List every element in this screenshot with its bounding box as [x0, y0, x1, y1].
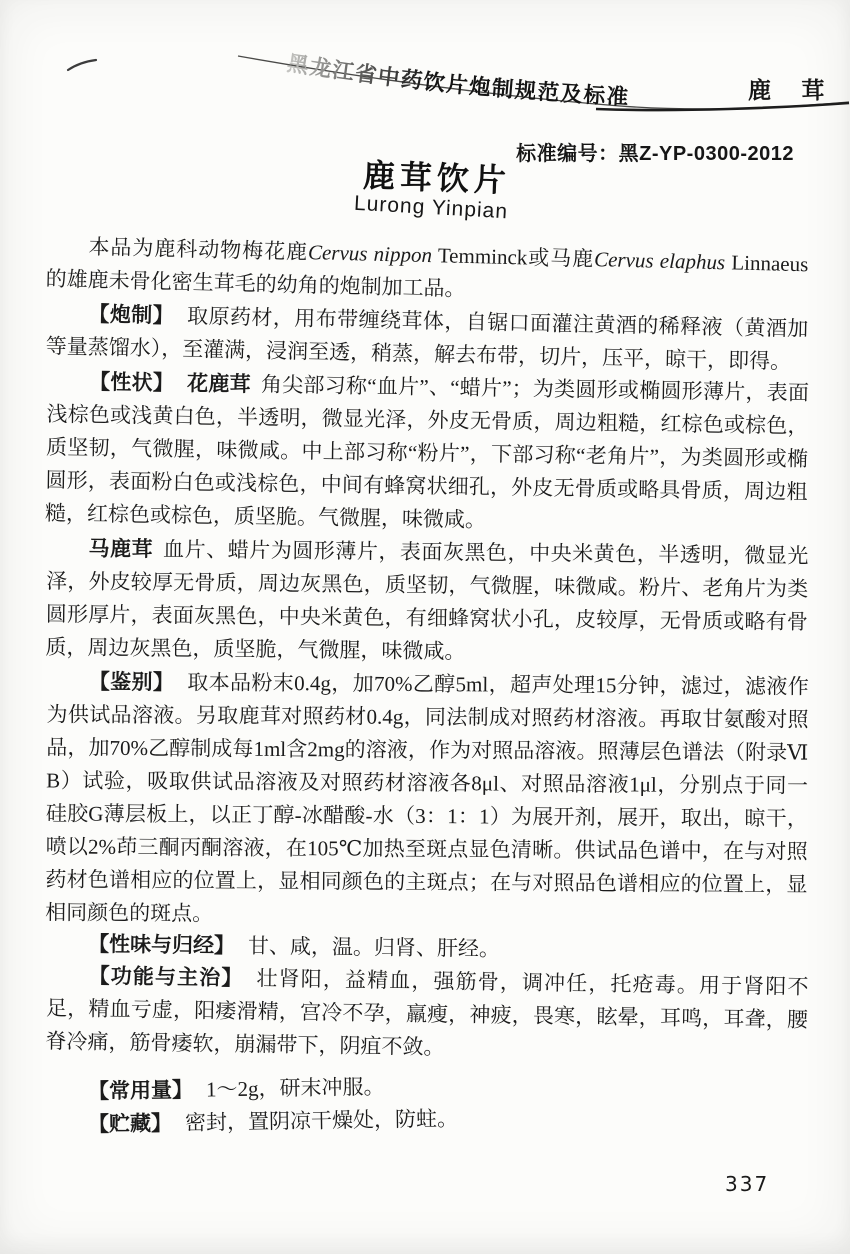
section-text-property-meridian: 甘、咸，温。归肾、肝经。: [247, 933, 501, 961]
section-description: [45, 365, 809, 542]
intro-text-pre: 本品为鹿科动物梅花鹿: [88, 234, 309, 265]
latin-name-sika-deer: Cervus nippon: [307, 240, 433, 268]
section-label-functions-indications: 【功能与主治】: [88, 964, 244, 991]
book-title: 黑龙江省中药饮片炮制规范及标准: [285, 51, 631, 110]
svg-text:黑龙江省中药饮片炮制规范及标准: [285, 51, 630, 109]
doc-title-pinyin: Lurong Yinpian: [353, 191, 509, 224]
section-label-processing: 【炮制】: [88, 302, 175, 328]
page-header: [0, 0, 850, 132]
section-text-functions-indications: 壮肾阳，益精血，强筋骨，调冲任，托疮毒。用于肾阳不足，精血亏虚，阳痿滑精，宫冷不孕，羸瘦，神疲，畏寒，眩晕，耳鸣，耳聋，腰脊冷痛，筋骨痿软，崩漏带下，阴疽不敛。: [45, 966, 809, 1060]
subname-hualurong: 花鹿茸: [186, 372, 252, 397]
section-label-storage: 【贮藏】: [87, 1112, 173, 1137]
section-text-description: 角尖部习称“血片”、“蜡片”；为类圆形或椭圆形薄片，表面浅棕色或浅黄白色，半透明，微显光泽，外皮无骨质，周边粗糙，红棕色或棕色，质坚韧，气微腥，味微咸。中上部习称“粉片”，下部习称“老角片”，为类圆形或椭圆形，表面粉白色或浅棕色，中间有蜂窝状细孔，外皮无骨质或略具骨质，周边粗糙，红棕色或棕色，质坚脆。气微腥，味微咸。: [44, 372, 810, 532]
section-functions-indications: [45, 959, 808, 1070]
section-text-usual-dose: 1～2g，研末冲服。: [205, 1074, 385, 1102]
intro-text-post: Linnaeus的雄鹿未骨化密生茸毛的幼角的炮制加工品。: [45, 250, 809, 301]
intro-text-mid: Temminck或马鹿: [431, 243, 595, 272]
page-number: 337: [725, 1172, 770, 1196]
chapter-title: 鹿 茸: [748, 77, 837, 103]
subname-malurong: 马鹿茸: [88, 537, 154, 562]
section-label-property-meridian: 【性味与归经】: [87, 932, 236, 958]
section-text-identification: 取本品粉末0.4g，加70%乙醇5ml，超声处理15分钟，滤过，滤液作为供试品溶液。另取鹿茸对照药材0.4g，同法制成对照药材溶液。再取甘氨酸对照品，加70%乙醇制成每1ml含2mg的溶液，作为对照品溶液。照薄层色谱法（附录Ⅵ B）试验，吸取供试品溶液及对照药材溶液各8μl、对照品溶液1μl，分别点于同一硅胶G薄层板上，以正丁醇-冰醋酸-水（3：1：1）为展开剂，展开，取出，晾干，喷以2%茚三酮丙酮溶液，在105℃加热至斑点显色清晰。供试品色谱中，在与对照药材色谱相应的位置上，显相同颜色的主斑点；在与对照品色谱相应的位置上，显相同颜色的斑点。: [45, 670, 809, 926]
latin-name-red-deer: Cervus elaphus: [593, 247, 726, 275]
section-text-storage: 密封，置阴凉干燥处，防蛀。: [184, 1106, 459, 1135]
section-label-description: 【性状】: [88, 370, 175, 396]
paragraph-malurong-text: 血片、蜡片为圆形薄片，表面灰黑色，中央米黄色，半透明，微显光泽，外皮较厚无骨质，周边灰黑色，质坚韧，气微腥，味微咸。粉片、老角片为类圆形厚片，表面灰黑色，中央米黄色，有细蜂窝状小孔，皮较厚，无骨质或略有骨质，周边灰黑色，质坚脆，气微腥，味微咸。: [45, 537, 809, 664]
standard-number: 标准编号：黑Z-YP-0300-2012: [516, 143, 794, 165]
section-identification: [45, 665, 809, 934]
section-text-processing: 取原药材，用布带缠绕茸体，自锯口面灌注黄酒的稀释液（黄酒加等量蒸馏水），至灌满，浸润至透，稍蒸，解去布带，切片，压平，晾干，即得。: [45, 303, 809, 374]
monograph-body: [44, 234, 810, 1137]
paragraph-malurong: [45, 532, 808, 672]
doc-title: 鹿茸饮片: [362, 157, 512, 199]
section-label-usual-dose: 【常用量】: [87, 1078, 194, 1104]
scan-tick-mark: [68, 60, 96, 70]
section-label-identification: 【鉴别】: [88, 670, 175, 695]
